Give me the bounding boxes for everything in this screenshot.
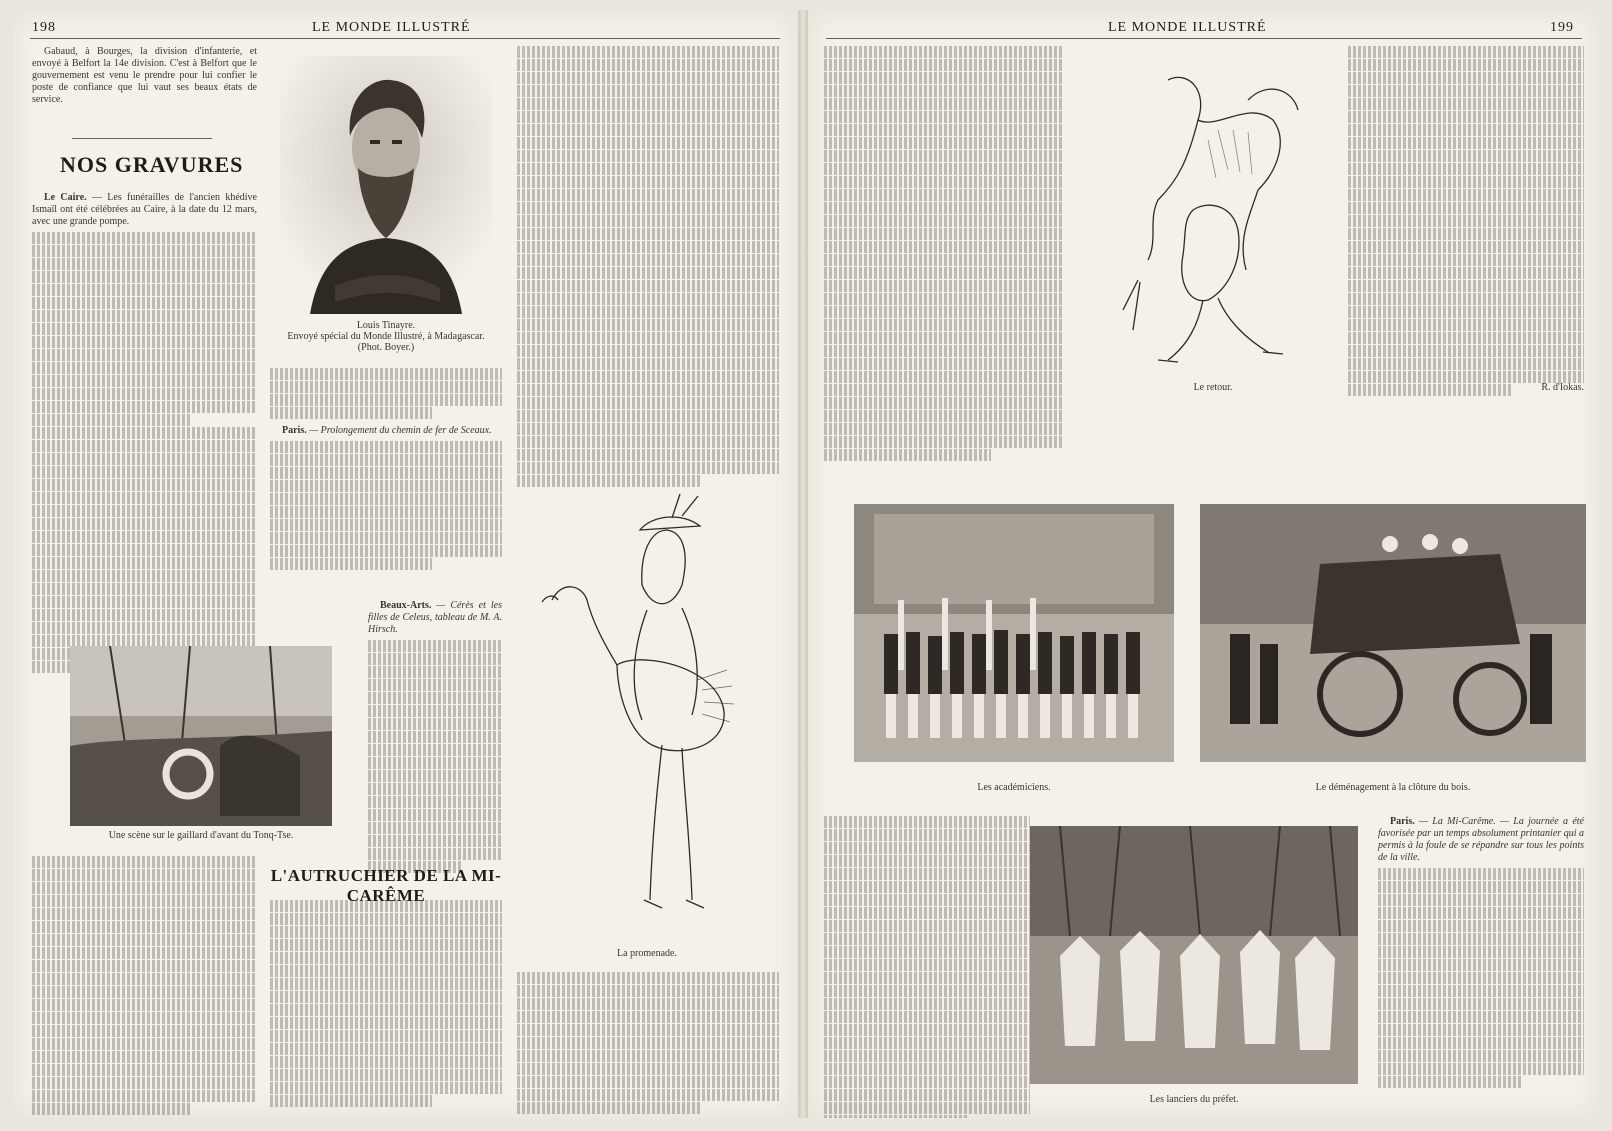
right-column-3	[1348, 46, 1584, 397]
ostrich-caption: La promenade.	[617, 948, 677, 959]
left-page-number: 198	[32, 20, 56, 35]
paris-lead: Paris.	[282, 425, 307, 436]
right-column-1	[824, 46, 1062, 462]
page-gutter	[798, 10, 808, 1118]
right-column-3-bottom	[1378, 816, 1584, 1089]
le-caire-text: — Les funérailles de l'ancien khédive Ismaïl ont été célébrées au Caire, à la date du 12 mars, avec une grande pompe.	[32, 192, 257, 227]
paris-text: — Prolongement du chemin de fer de Sceaux.	[309, 425, 492, 436]
section-heading-nos-gravures: NOS GRAVURES	[60, 152, 244, 177]
photo-prefect-lancers	[1030, 826, 1358, 1084]
photo-ship-deck	[70, 646, 332, 826]
sketch-caption: Le retour.	[1193, 382, 1233, 393]
header-rule	[30, 38, 780, 39]
portrait-louis-tinayre	[280, 56, 492, 314]
left-column-1	[32, 46, 257, 110]
illustration-ostrich-rider	[522, 490, 772, 935]
beaux-arts-desc: — Cérès et les filles de Celeus, tableau de M. A. Hirsch.	[368, 600, 502, 635]
portrait-caption-credit: (Phot. Boyer.)	[357, 342, 415, 353]
signature: R. d'Iokas.	[1541, 382, 1584, 393]
right-page	[808, 10, 1600, 1118]
right-paris-lead: Paris.	[1390, 816, 1415, 827]
illustration-return-sketch	[1098, 60, 1328, 370]
header-rule	[826, 38, 1582, 39]
left-column-1-bottom	[32, 856, 257, 1116]
photo3-caption: Les lanciers du préfet.	[1149, 1094, 1239, 1105]
portrait-caption-name: Louis Tinayre.	[356, 320, 416, 331]
right-running-title: LE MONDE ILLUSTRÉ	[1108, 20, 1267, 35]
le-caire-lead: Le Caire.	[44, 192, 87, 203]
photo-academicians	[854, 504, 1174, 762]
left-column-3	[517, 46, 779, 488]
photo1-caption: Les académiciens.	[977, 782, 1051, 793]
right-paris-text: — La Mi-Carême. — La journée a été favorisée par un temps absolument printanier qui a permis à la foule de se répandre sur tous les points de la ville.	[1378, 816, 1584, 863]
ship-caption: Une scène sur le gaillard d'avant du Tonq-Tse.	[108, 830, 294, 841]
left-column-2-lower	[270, 368, 502, 571]
nos-gravures-text	[32, 192, 257, 674]
right-column-1-bottom	[824, 816, 1030, 1118]
left-column-3-bottom	[517, 972, 779, 1115]
portrait-caption	[270, 320, 502, 353]
article-heading: L'AUTRUCHIER DE LA MI-CARÊME	[270, 866, 502, 905]
beaux-arts-text	[368, 600, 502, 874]
right-page-number: 199	[1550, 20, 1574, 35]
portrait-caption-role: Envoyé spécial du Monde Illustré, à Madagascar.	[287, 331, 485, 342]
beaux-arts-lead: Beaux-Arts.	[380, 600, 432, 611]
left-page	[12, 10, 798, 1118]
photo2-caption: Le déménagement à la clôture du bois.	[1315, 782, 1471, 793]
intro-paragraph: Gabaud, à Bourges, la division d'infanterie, et envoyé à Belfort la 14e division. C'est à Belfort que le gouvernement est venu le prendre pour lui confier le poste de confiance que lui vaut ses beaux états de service.	[32, 46, 257, 105]
article-text-col1	[270, 900, 502, 1108]
photo-moving-cart	[1200, 504, 1586, 762]
left-running-title: LE MONDE ILLUSTRÉ	[312, 20, 471, 35]
separator	[72, 138, 212, 139]
